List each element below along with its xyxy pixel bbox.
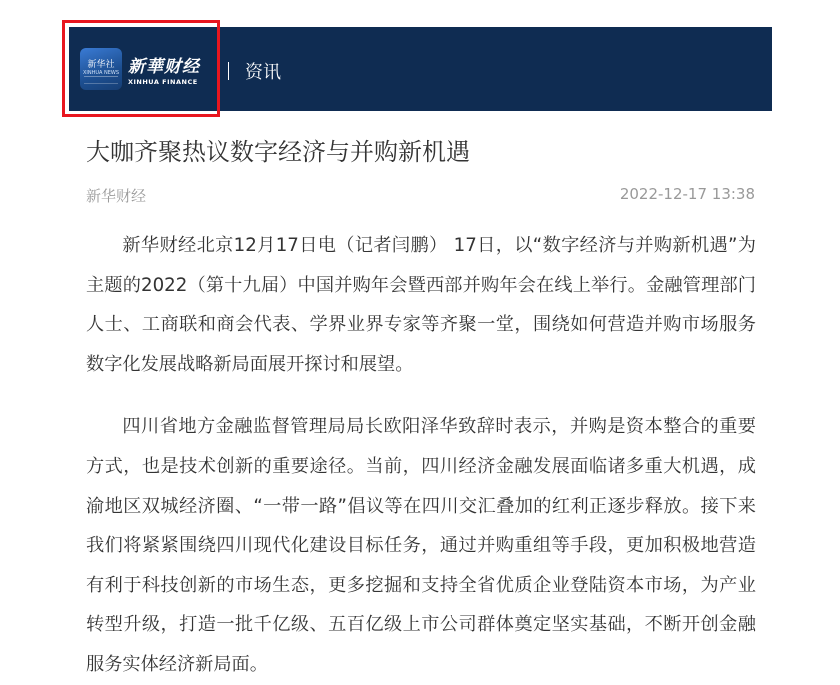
- header-divider: [228, 62, 229, 80]
- logo-badge-subtext: XINHUA NEWS: [82, 70, 120, 76]
- logo-wordmark[interactable]: 新華财经: [128, 57, 200, 77]
- article-source: 新华财经: [86, 187, 147, 205]
- article-paragraph: 新华财经北京12月17日电（记者闫鹏） 17日，以“数字经济与并购新机遇”为主题的2022（第十九届）中国并购年会暨西部并购年会在线上举行。金融管理部门人士、工商联和商会代表、学界业界专家等齐聚一堂，围绕如何营造并购市场服务数字化发展战略新局面展开探讨和展望。: [86, 235, 756, 375]
- logo-highlight-box: [62, 20, 220, 117]
- logo-english-name[interactable]: XINHUA FINANCE: [128, 78, 198, 86]
- nav-link-news[interactable]: 资讯: [245, 62, 281, 83]
- article-paragraph: 四川省地方金融监督管理局局长欧阳泽华致辞时表示，并购是资本整合的重要方式，也是技术创新的重要途径。当前，四川经济金融发展面临诸多重大机遇，成渝地区双城经济圈、“一带一路”倡议等在四川交汇叠加的红利正逐步释放。接下来我们将紧紧围绕四川现代化建设目标任务，通过并购重组等手段，更加积极地营造有利于科技创新的市场生态，更多挖掘和支持全省优质企业登陆资本市场，为产业转型升级，打造一批千亿级、五百亿级上市公司群体奠定坚实基础，不断开创金融服务实体经济新局面。: [86, 416, 756, 675]
- article-timestamp: 2022-12-17 13:38: [619, 185, 755, 203]
- logo-badge-text: 新华社: [87, 60, 115, 70]
- article-body: [86, 226, 756, 685]
- article-title: 大咖齐聚热议数字经济与并购新机遇: [86, 138, 470, 166]
